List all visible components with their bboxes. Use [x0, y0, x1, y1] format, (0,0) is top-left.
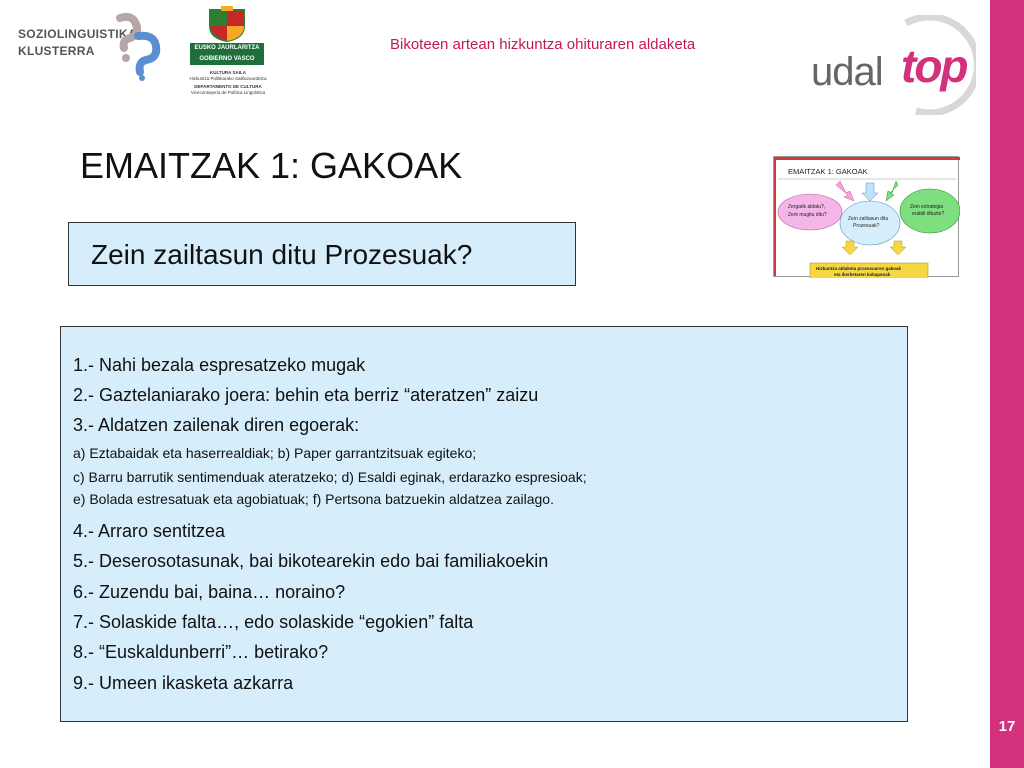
thumb-arrow-right: [886, 181, 898, 201]
eusko-jaurlaritza-logo: [188, 6, 268, 101]
thumb-arrow-center: [862, 183, 878, 201]
soziolinguistika-klusterra-logo: [12, 12, 167, 82]
thumb-top-rule: [774, 157, 960, 160]
thumbnail-diagram: [774, 157, 960, 278]
thumb-right-text-1: Zein estrategia: [910, 204, 944, 210]
thumb-title: EMAITZAK 1: GAKOAK: [788, 167, 868, 176]
udaltop-logo: [806, 15, 976, 115]
thumb-down-arrow-right: [890, 241, 906, 255]
thumb-center-text-2: Prozesuak?: [853, 223, 880, 229]
list-item-6: 6.- Zuzendu bai, baina… noraino?: [73, 582, 346, 602]
list-subitem-c: c) Barru barrutik sentimenduak ateratzeko; d) Esaldi eginak, erdarazko espresioak;: [73, 469, 587, 485]
thumb-bottom-text-2: eta ikerketaren kokapenak: [834, 272, 891, 277]
diagram-thumbnail: [773, 156, 959, 277]
question-text: Zein zailtasun ditu Prozesuak?: [91, 239, 473, 270]
coat-of-arms-icon: [206, 6, 248, 42]
page-number: 17: [998, 718, 1016, 735]
thumb-down-arrow-left: [842, 241, 858, 255]
sozio-mark-icon: [112, 12, 167, 82]
header-caption: Bikoteen artean hizkuntza ohituraren aldaketa: [390, 36, 696, 53]
list-item-1: 1.- Nahi bezala espresatzeko mugak: [73, 355, 366, 375]
list-subitem-e: e) Bolada estresatuak eta agobiatuak; f) Pertsona batzuekin aldatzea zailago.: [73, 491, 554, 507]
list-item-2: 2.- Gaztelaniarako joera: behin eta berriz “ateratzen” zaizu: [73, 385, 539, 405]
list-item-8: 8.- “Euskaldunberri”… betirako?: [73, 642, 329, 662]
thumb-left-text-1: Zergatik aldatu?,: [788, 204, 826, 210]
list-item-7: 7.- Solaskide falta…, edo solaskide “egokien” falta: [73, 612, 474, 632]
gv-sub2: Hizkuntza Politikarako Sailburuordetza: [189, 76, 267, 81]
sozio-logo-line2: KLUSTERRA: [18, 44, 95, 58]
thumb-left-text-2: Zerk mugitu ditu?: [788, 212, 827, 218]
gv-badge-line2: GOBIERNO VASCO: [199, 56, 255, 62]
thumb-arrow-left: [836, 181, 854, 201]
question-box: [68, 222, 576, 286]
gv-sub1: KULTURA SAILA: [210, 70, 246, 75]
gv-sub3: DEPARTAMENTO DE CULTURA: [194, 84, 262, 89]
side-bar: [990, 0, 1024, 768]
gv-badge: [190, 43, 264, 65]
list-item-4: 4.- Arraro sentitzea: [73, 521, 226, 541]
list-item-9: 9.- Umeen ikasketa azkarra: [73, 673, 294, 693]
slide-title: EMAITZAK 1: GAKOAK: [80, 145, 463, 186]
thumb-center-text-1: Zein zailtasun ditu: [848, 216, 889, 222]
sozio-logo-line1: SOZIOLINGUISTIKA: [18, 27, 137, 41]
gv-badge-line1: EUSKO JAURLARITZA: [194, 45, 260, 51]
top-word: top: [901, 40, 967, 92]
list-subitem-a: a) Eztabaidak eta haserrealdiak; b) Paper garrantzitsuak egiteko;: [73, 445, 477, 461]
list-item-3: 3.- Aldatzen zailenak diren egoerak:: [73, 415, 360, 435]
thumb-bottom-text-1: Hizkuntza aldaketa prozesuaren gakoak: [816, 266, 902, 271]
thumb-right-text-2: erabili dituzte?: [912, 211, 945, 217]
list-item-5: 5.- Deserosotasunak, bai bikotearekin edo bai familiakoekin: [73, 551, 549, 571]
gv-sub4: Viceconsejería de Política Lingüística: [190, 90, 266, 95]
udal-word: udal: [811, 50, 883, 94]
difficulties-list: [60, 326, 908, 722]
